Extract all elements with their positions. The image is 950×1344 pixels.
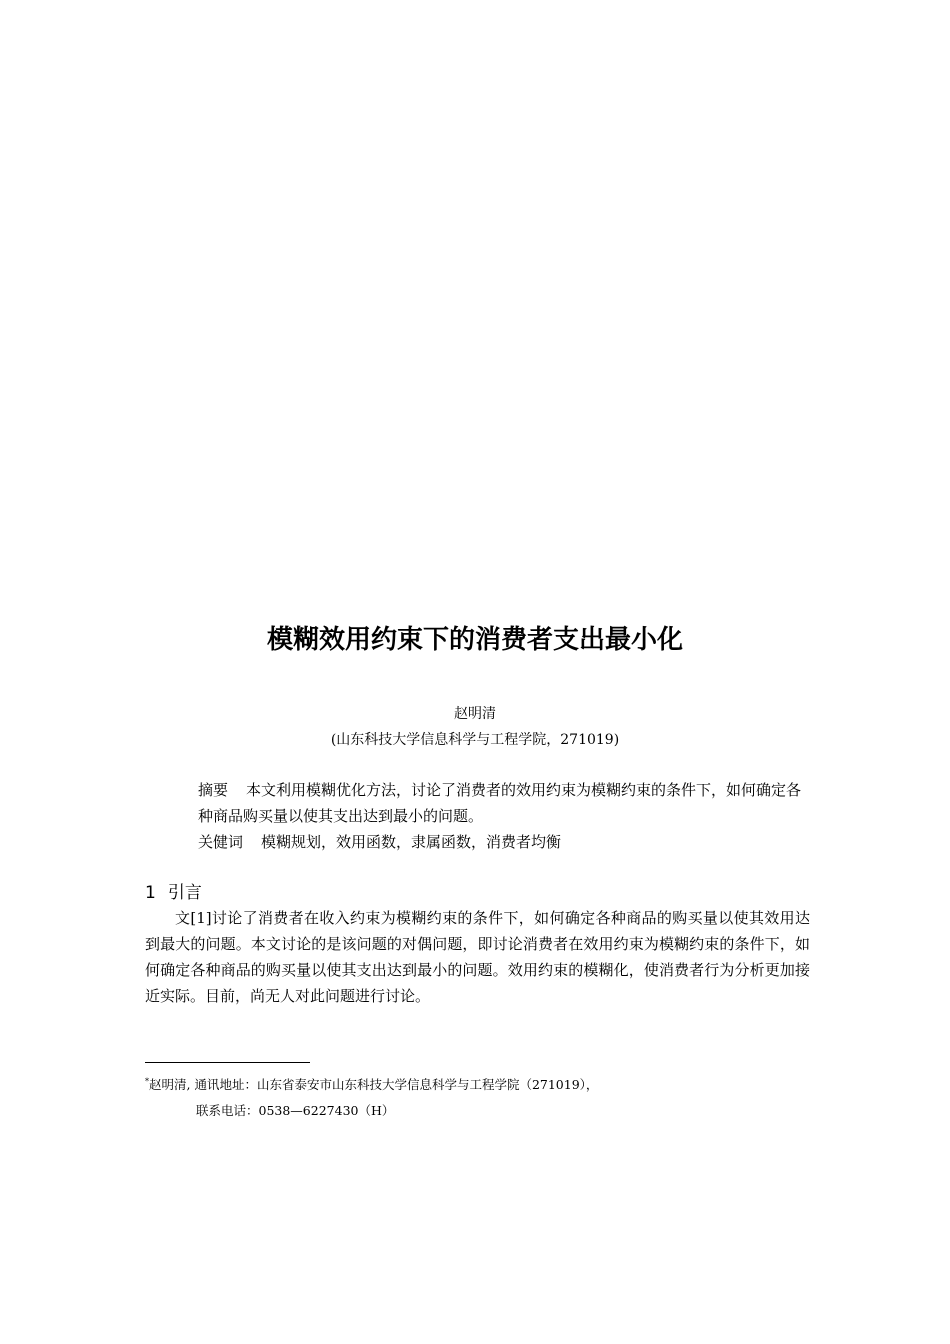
author-affiliation: (山东科技大学信息科学与工程学院，271019) xyxy=(330,732,620,748)
abstract-text: 本文利用模糊优化方法，讨论了消费者的效用约束为模糊约束的条件下，如何确定各种商品购买量以使其支出达到最小的问题。 xyxy=(198,781,802,825)
footnote-divider xyxy=(145,1062,310,1063)
section-heading-introduction xyxy=(145,880,202,906)
section-number: 1 xyxy=(145,883,156,903)
footnote-marker: * xyxy=(145,1076,149,1086)
section-title: 引言 xyxy=(167,883,202,903)
keywords xyxy=(198,829,810,855)
footnote-phone: 联系电话：0538—6227430（H） xyxy=(196,1103,395,1118)
keywords-label: 关健词 xyxy=(198,833,244,851)
paper-title: 模糊效用约束下的消费者支出最小化 xyxy=(266,625,683,655)
author-name: 赵明清 xyxy=(454,706,496,722)
abstract-label: 摘要 xyxy=(198,781,229,799)
keywords-text: 模糊规划，效用函数，隶属函数，消费者均衡 xyxy=(261,833,562,851)
abstract xyxy=(198,777,810,829)
footnote-address-text: 赵明清, 通讯地址：山东省泰安市山东科技大学信息科学与工程学院（271019）， xyxy=(149,1077,599,1092)
footnote-address xyxy=(145,1075,598,1095)
introduction-paragraph: 文[1]讨论了消费者在收入约束为模糊约束的条件下，如何确定各种商品的购买量以使其效用达到最大的问题。本文讨论的是该问题的对偶问题，即讨论消费者在效用约束为模糊约束的条件下，如何确定各种商品的购买量以使其支出达到最小的问题。效用约束的模糊化，使消费者行为分析更加接近实际。目前，尚无人对此问题进行讨论。 xyxy=(145,909,810,1005)
